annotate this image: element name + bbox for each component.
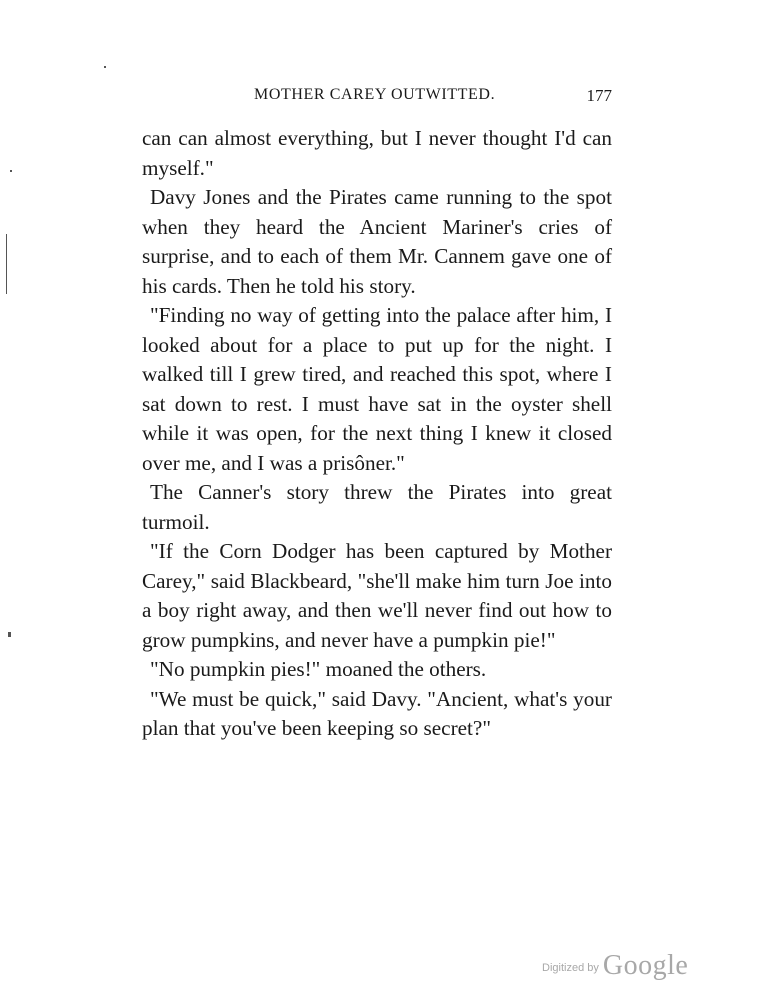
margin-scan-mark	[104, 66, 106, 68]
digitized-label: Digitized by	[542, 962, 599, 974]
paragraph: "If the Corn Dodger has been captured by Mother Carey," said Blackbeard, "she'll make him turn Joe into a boy right away, and then we'll never find out how to grow pumpkins, and never have a pumpkin pie!"	[142, 539, 612, 652]
paragraph: can can almost everything, but I never thought I'd can myself."	[142, 126, 612, 180]
margin-scan-mark	[8, 632, 11, 637]
running-title: MOTHER CAREY OUTWITTED.	[254, 86, 496, 103]
paragraph: "We must be quick," said Davy. "Ancient, what's your plan that you've been keeping so secret?"	[142, 686, 612, 740]
page-number: 177	[586, 86, 612, 105]
paragraph: Davy Jones and the Pirates came running to the spot when they heard the Ancient Mariner's cries of surprise, and to each of them Mr. Cannem gave one of his cards. Then he told his story.	[142, 185, 612, 298]
paragraph: "No pumpkin pies!" moaned the others.	[150, 657, 487, 681]
body-text	[142, 124, 612, 744]
margin-scan-mark	[10, 170, 12, 172]
margin-scan-mark	[6, 234, 7, 294]
running-head	[142, 86, 612, 110]
digitized-watermark	[542, 950, 688, 982]
paragraph: "Finding no way of getting into the palace after him, I looked about for a place to put up for the night. I walked till I grew tired, and reached this spot, where I sat down to rest. I must have sat in the oyster shell while it was open, for the next thing I knew it closed over me, and I was a prisôner."	[142, 303, 612, 475]
google-logo: Google	[602, 950, 689, 981]
paragraph: The Canner's story threw the Pirates into great turmoil.	[142, 480, 612, 534]
